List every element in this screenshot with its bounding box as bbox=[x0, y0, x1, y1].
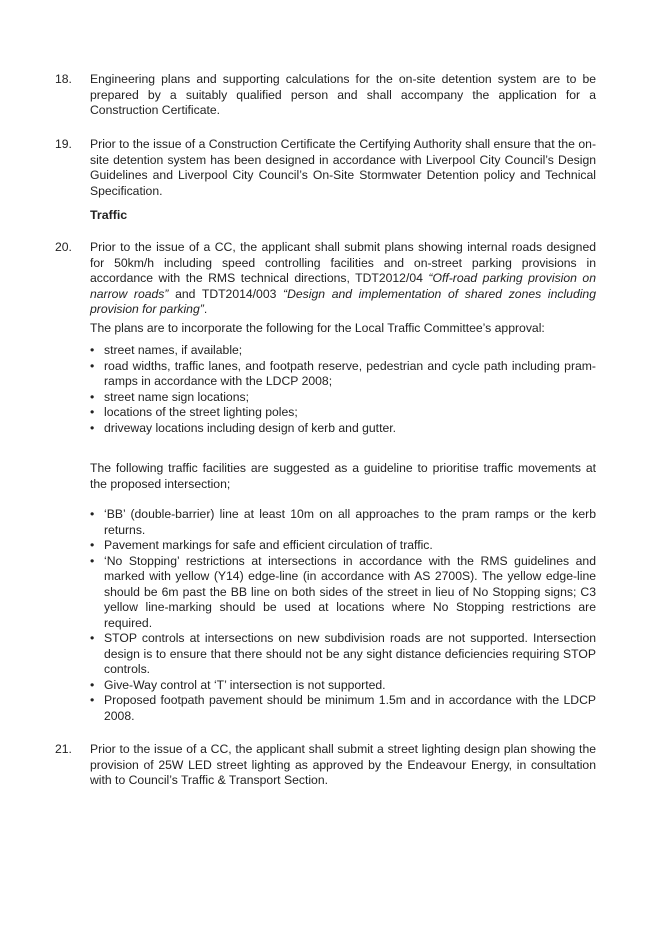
item-18-number: 18. bbox=[55, 72, 72, 86]
item-21-text: Prior to the issue of a CC, the applicant shall submit a street lighting design plan showing the provision of 25W LED street lighting as approved by the Endeavour Energy, in consultation with to Council’s Traffic & Transport Section. bbox=[90, 742, 596, 787]
item-20-italic-title-2: “Design and implementation of shared zones including provision for parking” bbox=[90, 286, 596, 316]
list-item: • ‘BB’ (double-barrier) line at least 10m on all approaches to the pram ramps or the kerb returns. bbox=[90, 507, 596, 538]
plans-intro: The plans are to incorporate the following for the Local Traffic Committee’s approval: bbox=[90, 321, 545, 335]
item-20-italic-title-1: “Off-road parking provision on narrow roads” bbox=[90, 271, 596, 301]
list-item: • street names, if available; bbox=[90, 343, 596, 359]
list-item: • street name sign locations; bbox=[90, 390, 596, 406]
list-item: • STOP controls at intersections on new subdivision roads are not supported. Intersection design is to ensure that there should not be any sight distance deficiencies requiring STOP controls. bbox=[90, 631, 596, 678]
item-19-number: 19. bbox=[55, 137, 72, 151]
traffic-heading: Traffic bbox=[90, 208, 128, 222]
list-item: • driveway locations including design of kerb and gutter. bbox=[90, 421, 596, 437]
list-item: • road widths, traffic lanes, and footpath reserve, pedestrian and cycle path including pram-ramps in accordance with the LDCP 2008; bbox=[90, 359, 596, 390]
item-20-text-part1: Prior to the issue of a CC, the applicant shall submit plans showing internal roads designed for 50km/h including speed controlling facilities and on-street parking provisions in accordance with the RMS technical directions, TDT2012/04 bbox=[90, 240, 596, 285]
list-item: • ‘No Stopping’ restrictions at intersections in accordance with the RMS guidelines and marked with yellow (Y14) edge-line (in accordance with AS 2700S). The yellow edge-line should be 6m past the BB line on both sides of the street in lieu of No Stopping signs; C3 yellow line-marking should be used at locations where No Stopping restrictions are required. bbox=[90, 554, 596, 632]
item-20-text-part3: . bbox=[203, 302, 208, 316]
item-18-text: Engineering plans and supporting calculations for the on-site detention system are to be prepared by a suitably qualified person and shall accompany the application for a Construction Certificate. bbox=[90, 72, 596, 117]
item-20-number: 20. bbox=[55, 240, 72, 254]
facilities-bullet-list bbox=[90, 507, 596, 724]
plans-bullet-list bbox=[90, 343, 596, 436]
list-item: • Proposed footpath pavement should be minimum 1.5m and in accordance with the LDCP 2008. bbox=[90, 693, 596, 724]
list-item: • locations of the street lighting poles; bbox=[90, 405, 596, 421]
list-item: • Pavement markings for safe and efficient circulation of traffic. bbox=[90, 538, 596, 554]
item-20-text-part2: and TDT2014/003 bbox=[168, 286, 284, 301]
item-19-text: Prior to the issue of a Construction Certificate the Certifying Authority shall ensure that the on-site detention system has been designed in accordance with Liverpool City Council’s Design Guidelines and Liverpool City Council’s On-Site Stormwater Detention policy and Technical Specification. bbox=[90, 137, 596, 198]
list-item: • Give-Way control at ‘T’ intersection is not supported. bbox=[90, 678, 596, 694]
item-21-number: 21. bbox=[55, 742, 72, 756]
facilities-intro: The following traffic facilities are suggested as a guideline to prioritise traffic movements at the proposed intersection; bbox=[90, 461, 596, 491]
item-20-text bbox=[90, 240, 596, 318]
